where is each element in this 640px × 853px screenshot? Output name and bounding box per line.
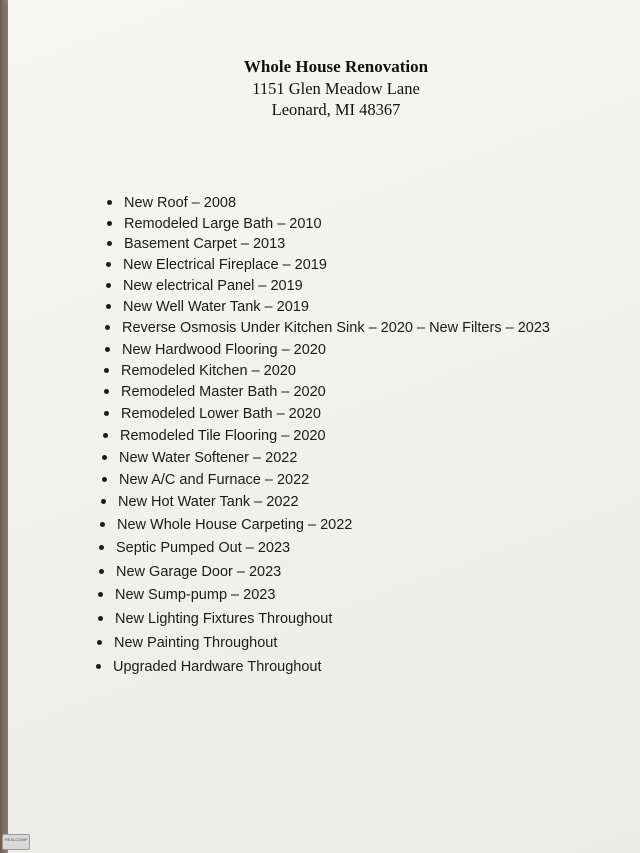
list-item-text: Remodeled Lower Bath – 2020 bbox=[121, 406, 321, 422]
list-item bbox=[106, 277, 303, 295]
bullet-icon bbox=[99, 569, 104, 574]
list-item-text: New A/C and Furnace – 2022 bbox=[119, 472, 310, 488]
list-item bbox=[101, 493, 299, 511]
bullet-icon bbox=[107, 200, 112, 205]
list-item bbox=[97, 634, 277, 652]
list-item-text: New Sump-pump – 2023 bbox=[115, 587, 276, 603]
list-item-text: New Well Water Tank – 2019 bbox=[123, 299, 309, 315]
bullet-icon bbox=[99, 545, 104, 550]
list-item-text: New electrical Panel – 2019 bbox=[123, 278, 303, 294]
list-item bbox=[107, 235, 285, 253]
list-item-text: Remodeled Tile Flooring – 2020 bbox=[120, 428, 326, 444]
list-item-text: New Roof – 2008 bbox=[124, 195, 237, 211]
list-item bbox=[96, 658, 322, 676]
bullet-icon bbox=[104, 411, 109, 416]
list-item-text: New Electrical Fireplace – 2019 bbox=[123, 257, 327, 273]
list-item-text: New Water Softener – 2022 bbox=[119, 450, 298, 466]
bullet-icon bbox=[105, 347, 110, 352]
bullet-icon bbox=[106, 304, 111, 309]
list-item bbox=[104, 405, 321, 423]
list-item bbox=[107, 194, 236, 212]
bullet-icon bbox=[100, 522, 105, 527]
list-item bbox=[100, 516, 352, 534]
bullet-icon bbox=[106, 283, 111, 288]
list-item-text: New Painting Throughout bbox=[114, 635, 278, 651]
list-item bbox=[105, 319, 550, 337]
list-item bbox=[106, 298, 309, 316]
list-item bbox=[107, 215, 322, 233]
bullet-icon bbox=[102, 477, 107, 482]
list-item-text: Remodeled Kitchen – 2020 bbox=[121, 363, 296, 379]
list-item bbox=[103, 427, 326, 445]
bullet-icon bbox=[107, 241, 112, 246]
list-item bbox=[98, 610, 332, 628]
list-item bbox=[104, 362, 296, 380]
list-item bbox=[99, 539, 290, 557]
list-item-text: New Garage Door – 2023 bbox=[116, 564, 282, 580]
bullet-icon bbox=[106, 262, 111, 267]
list-item bbox=[102, 449, 297, 467]
list-item-text: Upgraded Hardware Throughout bbox=[113, 659, 322, 675]
watermark-logo: REALCOMP bbox=[2, 834, 30, 850]
list-item bbox=[106, 256, 327, 274]
list-item-text: Septic Pumped Out – 2023 bbox=[116, 540, 291, 556]
list-item-text: New Hot Water Tank – 2022 bbox=[118, 494, 299, 510]
list-item-text: Remodeled Master Bath – 2020 bbox=[121, 384, 326, 400]
list-item bbox=[104, 383, 326, 401]
bullet-icon bbox=[101, 499, 106, 504]
list-item-text: Basement Carpet – 2013 bbox=[124, 236, 286, 252]
bullet-icon bbox=[98, 592, 103, 597]
bullet-icon bbox=[104, 389, 109, 394]
bullet-icon bbox=[103, 433, 108, 438]
bullet-icon bbox=[96, 664, 101, 669]
list-item-text: New Hardwood Flooring – 2020 bbox=[122, 342, 326, 358]
list-item bbox=[102, 471, 309, 489]
bullet-icon bbox=[107, 221, 112, 226]
bullet-icon bbox=[104, 368, 109, 373]
address-city: Leonard, MI 48367 bbox=[271, 100, 401, 119]
list-item bbox=[98, 586, 275, 604]
list-item bbox=[105, 341, 326, 359]
list-item-text: Remodeled Large Bath – 2010 bbox=[124, 216, 322, 232]
bullet-icon bbox=[97, 640, 102, 645]
document-header bbox=[0, 56, 640, 120]
address-street: 1151 Glen Meadow Lane bbox=[252, 79, 420, 98]
bullet-icon bbox=[98, 616, 103, 621]
list-item bbox=[99, 563, 281, 581]
bullet-icon bbox=[105, 325, 110, 330]
bullet-icon bbox=[102, 455, 107, 460]
document-title: Whole House Renovation bbox=[243, 57, 429, 76]
list-item-text: Reverse Osmosis Under Kitchen Sink – 2020 – New Filters – 2023 bbox=[122, 320, 550, 336]
list-item-text: New Lighting Fixtures Throughout bbox=[115, 611, 333, 627]
list-item-text: New Whole House Carpeting – 2022 bbox=[117, 517, 353, 533]
